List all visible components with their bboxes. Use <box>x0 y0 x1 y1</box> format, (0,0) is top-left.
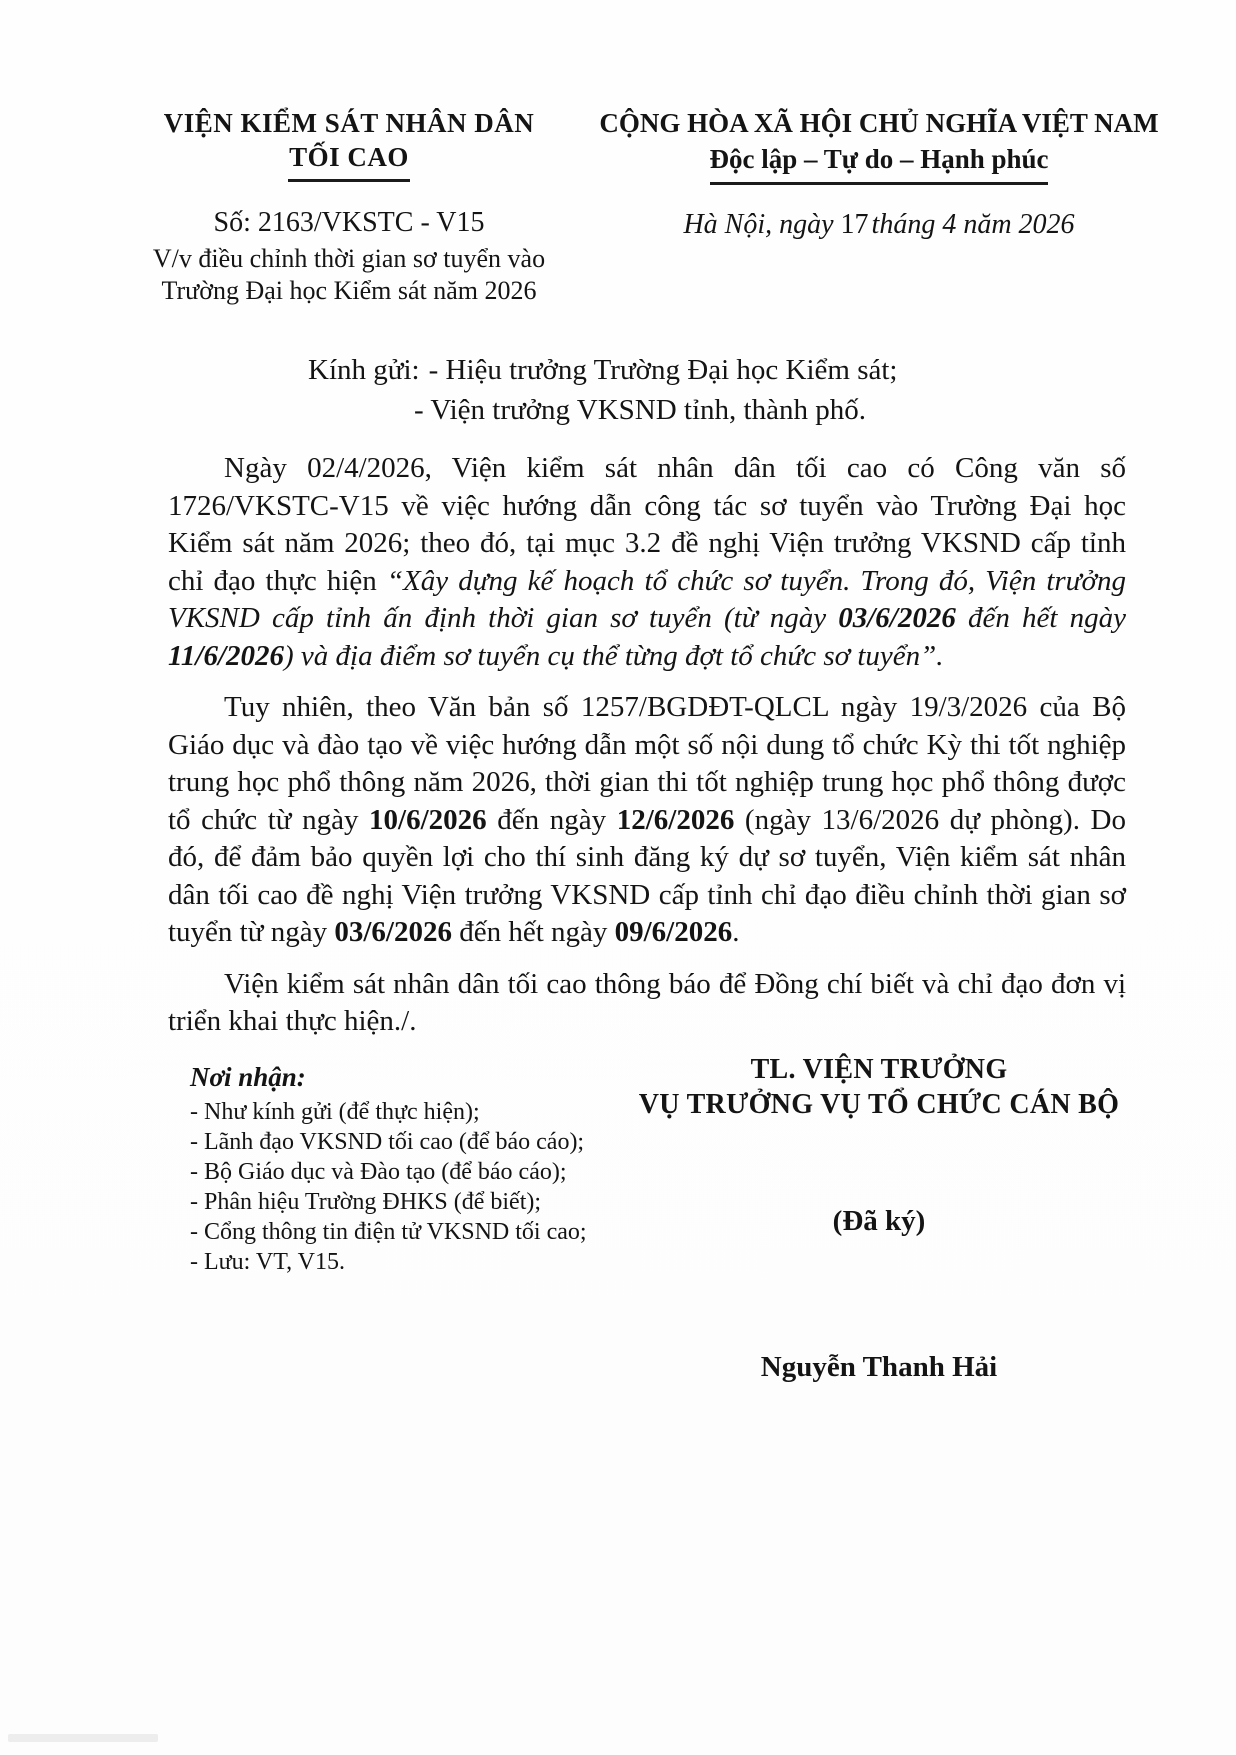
recipient-item: - Viện trưởng VKSND tỉnh, thành phố. <box>414 394 866 426</box>
paragraph-1-quote-end: ) và địa điểm sơ tuyển cụ thể từng đợt tổ chức sơ tuyển”. <box>284 639 944 672</box>
noi-nhan-item: - Như kính gửi (để thực hiện); <box>190 1099 480 1125</box>
recipient-item: - Hiệu trưởng Trường Đại học Kiểm sát; <box>428 354 898 386</box>
signature-title: VỤ TRƯỞNG VỤ TỔ CHỨC CÁN BỘ <box>638 1089 1120 1120</box>
paragraph-2-period: . <box>732 916 740 948</box>
paragraph-1-date-1: 03/6/2026 <box>838 602 956 634</box>
document-body <box>168 450 1126 1055</box>
org-name-line-2: TỐI CAO <box>289 142 409 172</box>
paragraph-1 <box>168 450 1126 675</box>
national-motto-line-2: Độc lập – Tự do – Hạnh phúc <box>709 144 1049 174</box>
place-date-line <box>585 208 1173 242</box>
recipient-line-2 <box>308 390 897 430</box>
paragraph-2-date-3: 03/6/2026 <box>334 916 452 948</box>
noi-nhan-block <box>190 1060 587 1277</box>
paragraph-2-text: đến ngày <box>486 803 617 836</box>
signed-note: (Đã ký) <box>832 1205 926 1237</box>
place-date-prefix: Hà Nội, ngày <box>683 209 834 240</box>
document-subject-line-1: V/v điều chỉnh thời gian sơ tuyển vào <box>152 244 546 273</box>
paragraph-2-text: đến hết ngày <box>451 916 615 948</box>
signature-delegation: TL. VIỆN TRƯỞNG <box>750 1054 1008 1085</box>
scan-artifact <box>8 1734 158 1742</box>
motto-underline-rule <box>710 182 1048 185</box>
document-number: Số: 2163/VKSTC - V15 <box>213 207 485 238</box>
national-motto-line-1: CỘNG HÒA XÃ HỘI CHỦ NGHĨA VIỆT NAM <box>599 108 1159 138</box>
recipients-label: Kính gửi: <box>308 354 420 386</box>
org-underline-rule <box>288 179 410 182</box>
date-day: 17 <box>840 209 869 240</box>
paragraph-2-text: (ngày 13/6/2026 dự phòng). Do đó, để đảm bảo quyền lợi cho thí sinh đăng ký dự sơ tuyển, Viện kiểm sát nhân dân tối cao đề nghị Viện trưởng VKSND cấp tỉnh chỉ đạo điều chỉnh thời gian sơ tuyển từ ngày <box>168 803 1127 948</box>
noi-nhan-item: - Lãnh đạo VKSND tối cao (để báo cáo); <box>190 1129 585 1155</box>
signature-block <box>598 1052 1160 1384</box>
signer-name: Nguyễn Thanh Hải <box>760 1351 998 1383</box>
recipients-block <box>308 350 897 430</box>
noi-nhan-label: Nơi nhận: <box>190 1062 306 1092</box>
document-subject-line-2: Trường Đại học Kiểm sát năm 2026 <box>161 276 537 305</box>
date-suffix: tháng 4 năm 2026 <box>871 209 1075 240</box>
recipient-line-1 <box>308 350 897 390</box>
paragraph-1-quote-mid: đến hết ngày <box>955 602 1127 634</box>
paragraph-1-date-2: 11/6/2026 <box>168 639 285 672</box>
noi-nhan-item: - Bộ Giáo dục và Đào tạo (để báo cáo); <box>190 1159 567 1185</box>
noi-nhan-item: - Phân hiệu Trường ĐHKS (để biết); <box>190 1189 542 1215</box>
noi-nhan-item: - Lưu: VT, V15. <box>190 1249 346 1275</box>
paragraph-2-date-4: 09/6/2026 <box>614 916 733 948</box>
paragraph-3: Viện kiểm sát nhân dân tối cao thông báo để Đồng chí biết và chỉ đạo đơn vị triển khai thực hiện./. <box>168 967 1126 1037</box>
noi-nhan-item: - Cổng thông tin điện tử VKSND tối cao; <box>190 1219 587 1245</box>
paragraph-2 <box>168 689 1126 952</box>
paragraph-2-text: Tuy nhiên, theo Văn bản số 1257/BGDĐT-QLCL ngày 19/3/2026 của Bộ Giáo dục và đào tạo về việc hướng dẫn một số nội dung tổ chức Kỳ thi tốt nghiệp trung học phổ thông năm 2026, thời gian thi tốt nghiệp trung học phổ thông được tổ chức từ ngày <box>168 691 1126 836</box>
paragraph-2-date-1: 10/6/2026 <box>369 803 487 836</box>
paragraph-1-text: Ngày 02/4/2026, Viện kiểm sát nhân dân tối cao có Công văn số 1726/VKSTC-V15 về việc hướng dẫn công tác sơ tuyển vào Trường Đại học Kiểm sát năm 2026; theo đó, tại mục 3.2 đề nghị Viện trưởng VKSND cấp tỉnh chỉ đạo thực hiện <box>168 452 1126 597</box>
org-header-block <box>148 106 550 307</box>
paragraph-2-date-2: 12/6/2026 <box>616 803 735 836</box>
paragraph-1-quote-start: “Xây dựng kế hoạch tổ chức sơ tuyển. Trong đó, Viện trưởng VKSND cấp tỉnh ấn định thời gian sơ tuyển (từ ngày <box>168 564 1126 634</box>
national-header-block <box>585 106 1173 242</box>
org-name-line-1: VIỆN KIỂM SÁT NHÂN DÂN <box>163 108 535 138</box>
